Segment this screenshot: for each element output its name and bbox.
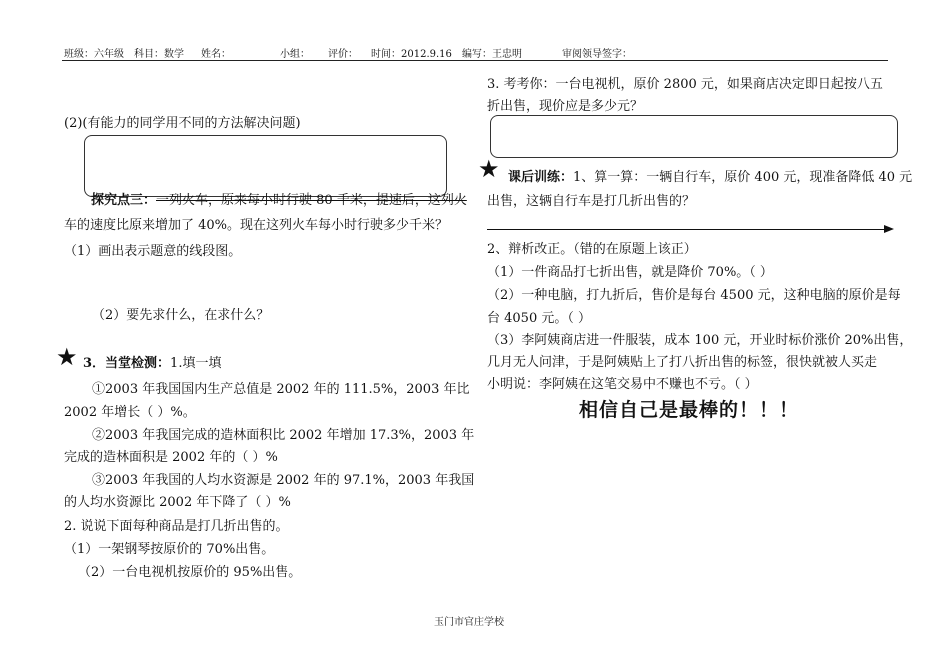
header-subject: 科目：数学 (134, 49, 184, 60)
item-3-line-b: 的人均水资源比 2002 年下降了（ ）% (64, 495, 291, 510)
item-2-line-b: 完成的造林面积是 2002 年的（ ）% (64, 450, 278, 465)
item-3-line-a: ③2003 年我国的人均水资源是 2002 年的 97.1%，2003 年我国 (92, 473, 475, 488)
question-2: （2）要先求什么，在求什么？ (92, 308, 270, 323)
part2-note: (2)(有能力的同学用不同的方法解决问题) (64, 116, 301, 131)
after-class-heading (508, 166, 912, 185)
header-divider (62, 60, 888, 61)
part-2-title: 2. 说说下面每种商品是打几折出售的。 (64, 519, 289, 534)
item-1-line-b: 2002 年增长（ ）%。 (64, 405, 196, 420)
header-time: 时间：2012.9.16 (371, 49, 452, 60)
judge-item-3-b: 几月无人问津，于是阿姨贴上了打八折出售的标签，很快就被人买走 (487, 355, 878, 370)
after-class-text-2: 出售，这辆自行车是打几折出售的？ (487, 194, 696, 209)
header-author: 编写：王忠明 (462, 49, 522, 60)
motto: 相信自己是最棒的！！！ (579, 399, 800, 421)
piano-item: （1）一架钢琴按原价的 70%出售。 (64, 542, 275, 557)
explore-point-3 (91, 189, 467, 208)
q3-line-a: 3. 考考你：一台电视机，原价 2800 元，如果商店决定即日起按八五 (487, 77, 883, 92)
item-2-line-a: ②2003 年我国完成的造林面积比 2002 年增加 17.3%，2003 年 (92, 428, 475, 443)
judge-item-3-c: 小明说：李阿姨在这笔交易中不赚也不亏。（ ） (487, 377, 758, 392)
answer-box-left (84, 135, 447, 197)
section-3-label: 3．当堂检测： (83, 356, 171, 371)
q3-line-b: 折出售，现价应是多少元？ (487, 99, 644, 114)
explore-text-2: 车的速度比原来增加了 40%。现在这列火车每小时行驶多少千米？ (64, 218, 449, 233)
explore-text-1: 一列火车，原来每小时行驶 80 千米，提速后，这列火 (156, 193, 467, 208)
tv-item: （2）一台电视机按原价的 95%出售。 (78, 565, 302, 580)
header-class: 班级：六年级 (64, 49, 124, 60)
arrow-line (487, 229, 885, 230)
answer-box-right (490, 115, 898, 158)
judge-item-2-b: 台 4050 元。（ ） (487, 311, 591, 326)
judge-item-2-a: （2）一种电脑，打九折后，售价是每台 4500 元，这种电脑的原价是每 (487, 288, 901, 303)
after-class-label: 课后训练： (508, 170, 574, 185)
after-class-text-1: 1、算一算：一辆自行车，原价 400 元，现准备降低 40 元 (573, 170, 913, 185)
section-3-sub: 1.填一填 (170, 356, 222, 371)
question-1: （1）画出表示题意的线段图。 (64, 244, 242, 259)
header-name: 姓名： (201, 49, 231, 60)
footer-school: 玉门市官庄学校 (434, 617, 504, 628)
judge-item-1: （1）一件商品打七折出售，就是降价 70%。（ ） (487, 265, 773, 280)
judge-item-3-a: （3）李阿姨商店进一件服装，成本 100 元，开业时标价涨价 20%出售， (487, 333, 913, 348)
item-1-line-a: ①2003 年我国国内生产总值是 2002 年的 111.5%，2003 年比 (92, 382, 470, 397)
judge-title: 2、辩析改正。（错的在原题上该正） (487, 242, 697, 257)
header-evaluation: 评价： (328, 49, 358, 60)
section-3-heading (83, 352, 221, 371)
star-icon: ★ (56, 343, 78, 371)
arrow-right-icon (884, 225, 894, 233)
header-group: 小组： (280, 49, 310, 60)
header-reviewer: 审阅领导签字： (562, 49, 632, 60)
star-icon: ★ (478, 155, 500, 183)
explore-label: 探究点三： (91, 193, 157, 208)
